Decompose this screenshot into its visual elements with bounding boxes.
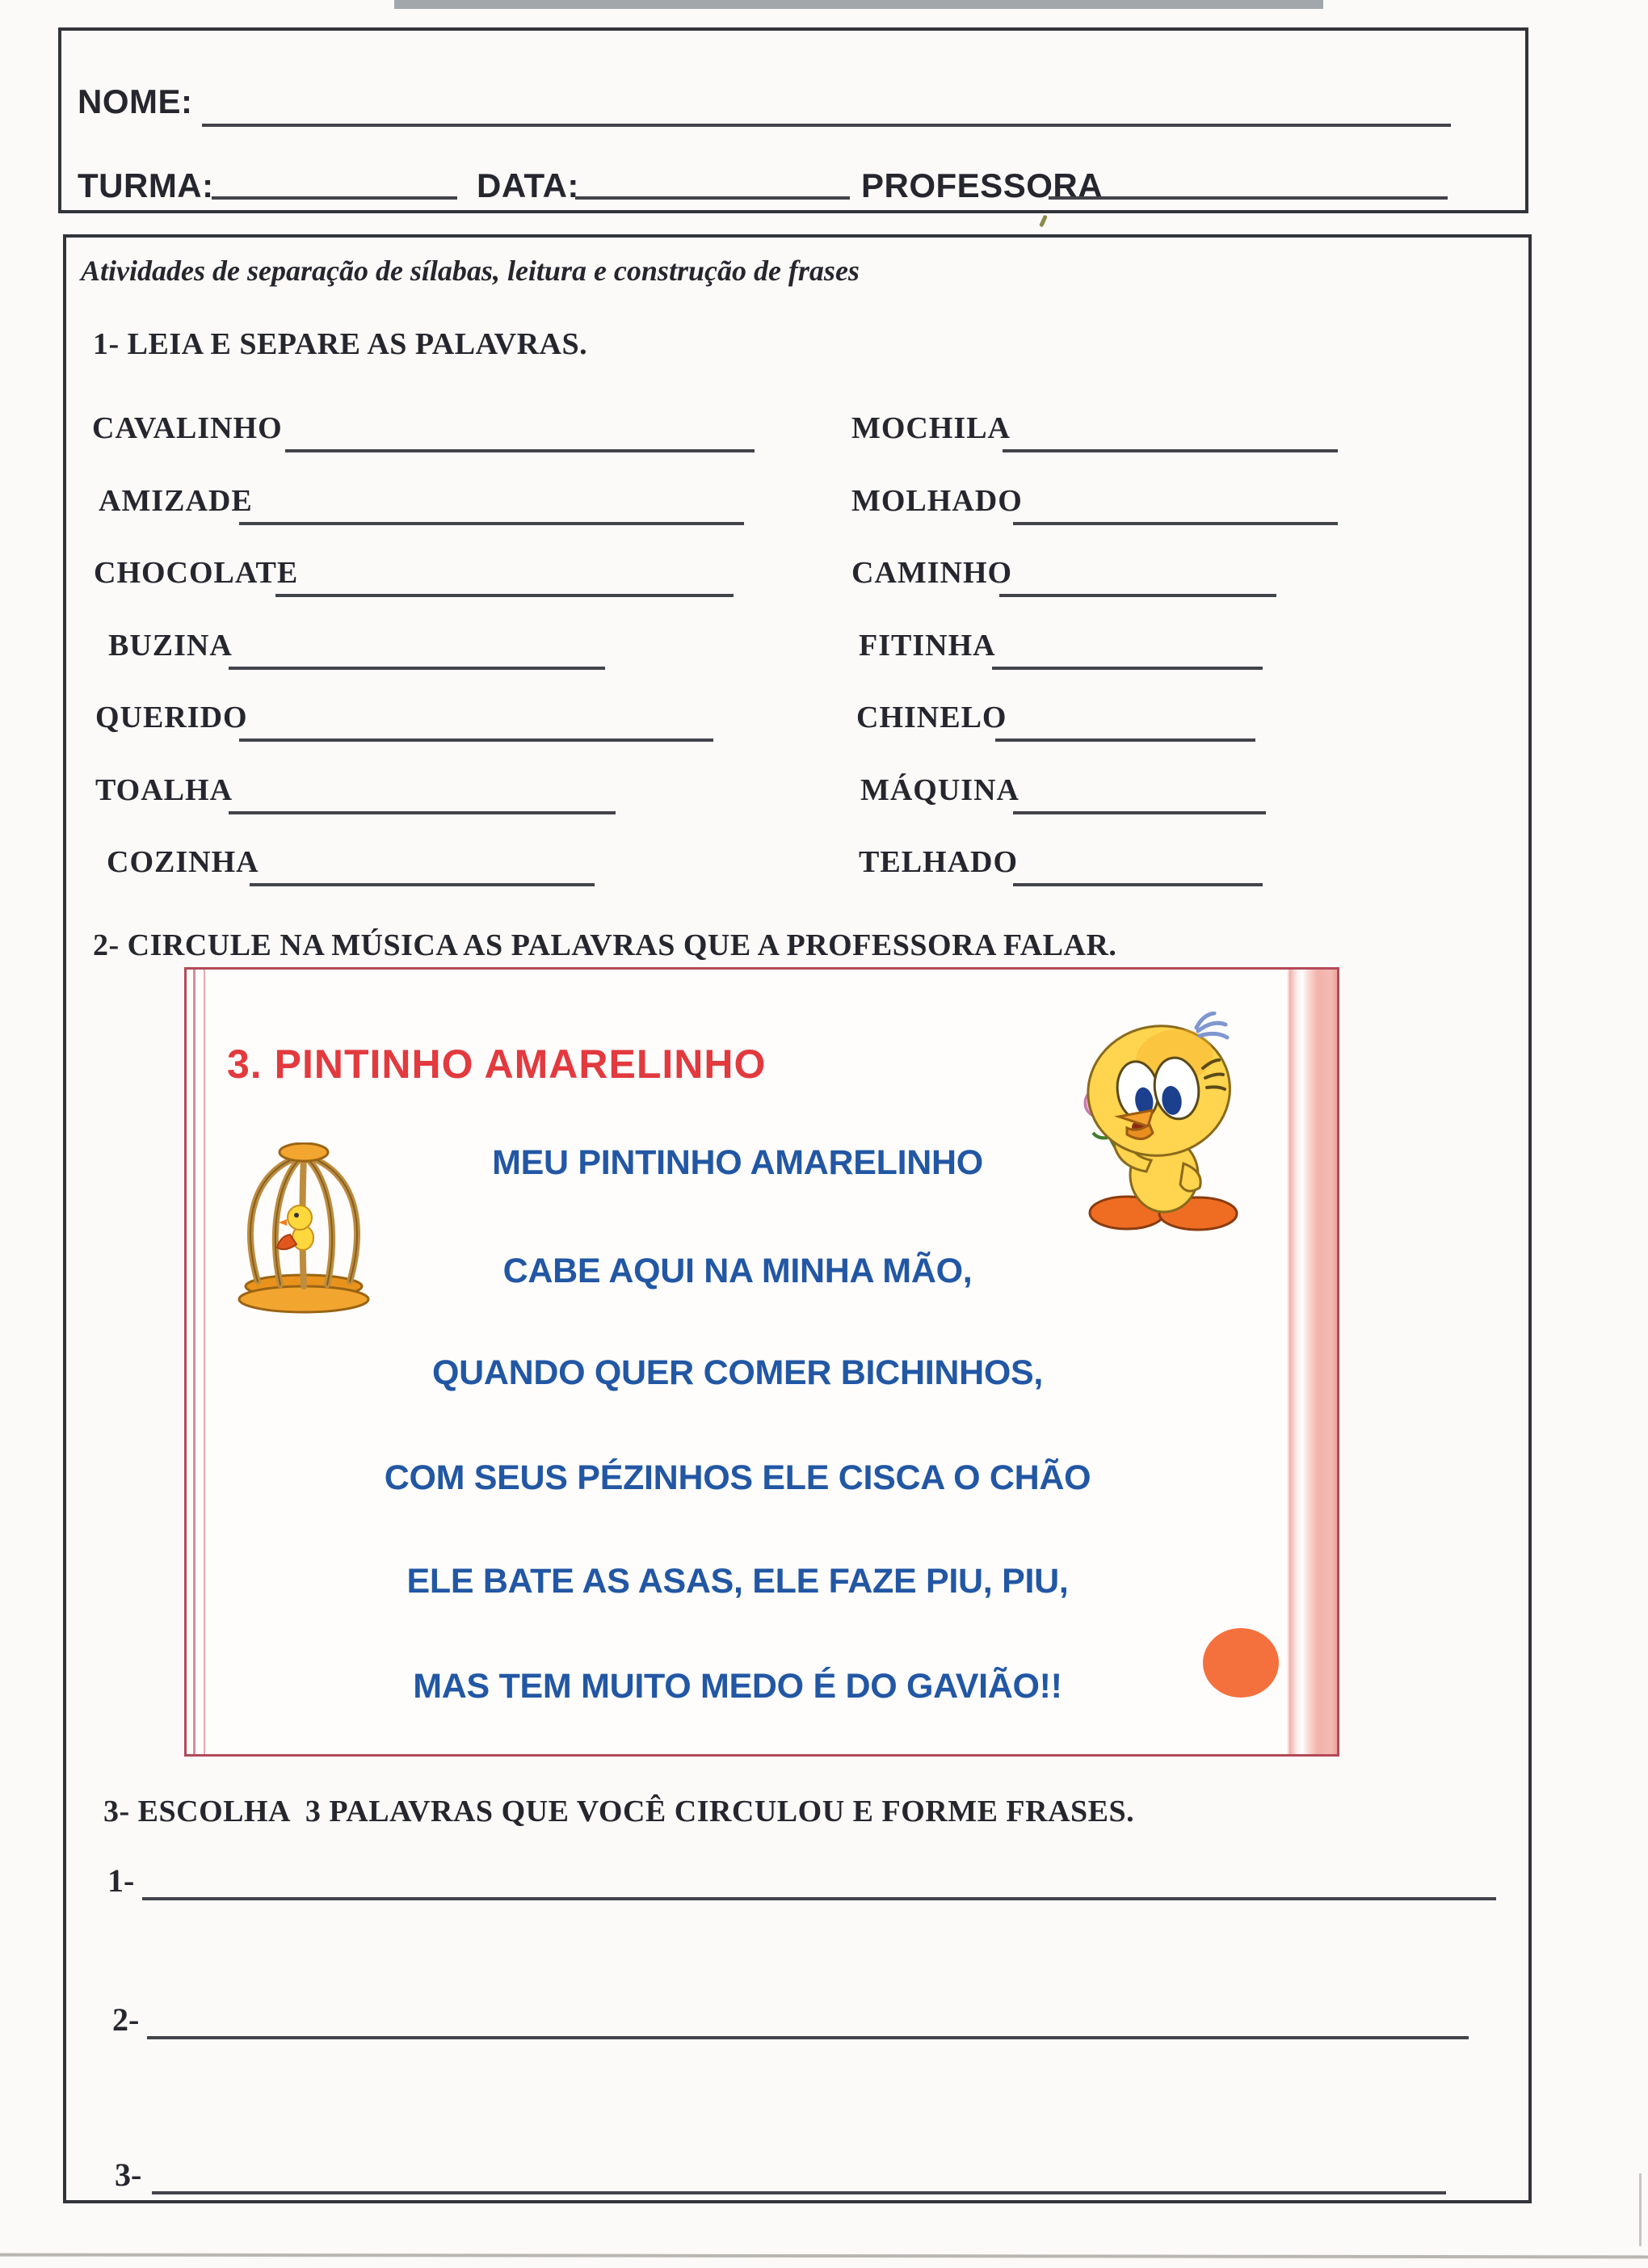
word-item: CHINELO xyxy=(856,701,1007,734)
tweety-bird-with-flower-icon xyxy=(1075,1012,1251,1235)
task3-instruction: 3- ESCOLHA 3 PALAVRAS QUE VOCÊ CIRCULOU E FORME FRASES. xyxy=(103,1795,1135,1828)
word-blank-line xyxy=(999,594,1276,597)
word-item: CHOCOLATE xyxy=(94,556,299,590)
word-blank-line xyxy=(1013,883,1263,886)
song-box xyxy=(184,967,1339,1757)
answer-line-3 xyxy=(152,2191,1446,2194)
class-blank-line xyxy=(212,196,457,200)
scan-right-edge xyxy=(1639,2173,1642,2246)
word-blank-line xyxy=(229,811,616,814)
song-line: QUANDO QUER COMER BICHINHOS, xyxy=(431,1353,1044,1392)
word-item: MOLHADO xyxy=(851,484,1023,518)
scan-top-strip xyxy=(394,0,1323,9)
word-blank-line xyxy=(1013,522,1338,525)
head-tuft xyxy=(1196,1013,1227,1037)
class-label: TURMA: xyxy=(78,166,214,204)
scan-bottom-line xyxy=(0,2253,1648,2259)
word-item: AMIZADE xyxy=(99,484,253,518)
song-box-right-band xyxy=(1287,970,1337,1754)
student-info-box xyxy=(58,27,1528,213)
date-blank-line xyxy=(575,196,850,200)
task1-instruction: 1- LEIA E SEPARE AS PALAVRAS. xyxy=(93,327,588,361)
orange-dot xyxy=(1203,1628,1279,1698)
song-line: ELE BATE AS ASAS, ELE FAZE PIU, PIU, xyxy=(406,1562,1069,1601)
word-blank-line xyxy=(239,738,713,742)
word-blank-line xyxy=(239,522,744,525)
song-line: MEU PINTINHO AMARELINHO xyxy=(492,1143,983,1182)
song-line: MAS TEM MUITO MEDO É DO GAVIÃO!! xyxy=(413,1667,1062,1706)
word-blank-line xyxy=(229,667,605,670)
date-label: DATA: xyxy=(477,166,579,204)
answer-line-1 xyxy=(142,1897,1496,1900)
word-blank-line xyxy=(1003,449,1338,452)
task2-instruction: 2- CIRCULE NA MÚSICA AS PALAVRAS QUE A PROFESSORA FALAR. xyxy=(93,928,1117,962)
word-item: MÁQUINA xyxy=(860,773,1019,807)
answer-number-2: 2- xyxy=(112,2001,140,2038)
activity-title: Atividades de separação de sílabas, leitura e construção de frases xyxy=(81,255,860,287)
song-title: 3. PINTINHO AMARELINHO xyxy=(227,1041,767,1087)
name-label: NOME: xyxy=(78,82,193,120)
teacher-blank-line xyxy=(1049,196,1448,200)
word-item: TELHADO xyxy=(859,845,1019,879)
word-blank-line xyxy=(285,449,755,452)
name-blank-line xyxy=(202,124,1451,127)
word-item: BUZINA xyxy=(108,629,233,663)
stray-pen-mark xyxy=(1039,215,1048,228)
word-blank-line xyxy=(250,883,595,886)
song-line: COM SEUS PÉZINHOS ELE CISCA O CHÃO xyxy=(384,1458,1091,1497)
word-item: MOCHILA xyxy=(851,411,1011,445)
answer-number-3: 3- xyxy=(115,2156,142,2193)
chick-in-cage xyxy=(277,1206,313,1250)
word-item: QUERIDO xyxy=(95,701,248,734)
teacher-label: PROFESSORA xyxy=(861,166,1104,204)
word-item: CAVALINHO xyxy=(92,411,283,445)
word-item: CAMINHO xyxy=(851,556,1013,590)
word-item: COZINHA xyxy=(107,845,259,879)
word-blank-line xyxy=(992,667,1263,670)
answer-line-2 xyxy=(147,2036,1469,2039)
word-blank-line xyxy=(275,594,734,597)
answer-number-1: 1- xyxy=(107,1862,135,1899)
word-item: FITINHA xyxy=(859,629,996,663)
word-blank-line xyxy=(995,738,1255,742)
word-item: TOALHA xyxy=(95,773,233,807)
word-blank-line xyxy=(1013,811,1266,814)
song-line: CABE AQUI NA MINHA MÃO, xyxy=(502,1252,973,1290)
